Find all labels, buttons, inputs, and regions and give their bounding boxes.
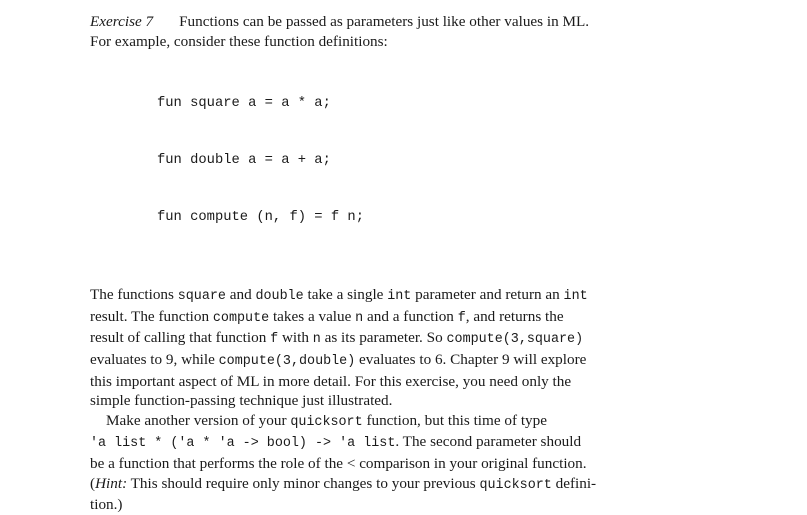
code-line-double: fun double a = a + a; [157,153,331,169]
text: result. The function [90,307,213,325]
exercise-intro-text: Functions can be passed as parameters just like other values in ML. [179,13,590,30]
text: parameter and return an [411,286,564,304]
code-line-compute: fun compute (n, f) = f n; [157,210,364,226]
paragraph-functions [90,285,710,411]
code-inline: compute(3,double) [218,353,356,369]
text: Make another version of your [106,411,291,429]
code-inline: quicksort [479,477,552,493]
text: and a function [363,307,458,325]
text: function, but this time of type [362,411,547,429]
text: evaluates to 6. Chapter 9 will explore [355,350,587,368]
code-inline: n [355,310,364,326]
text: evaluates to 9, while [90,350,219,368]
code-inline: 'a list * ('a * 'a -> bool) -> 'a list [90,436,396,452]
text: takes a value [269,307,356,325]
paragraph-line [90,474,710,496]
code-inline: int [563,289,588,305]
text: as its parameter. So [320,329,447,347]
code-inline: compute [212,310,270,326]
code-inline: square [177,289,226,305]
paragraph-line [90,285,710,307]
code-inline: n [312,332,321,348]
code-inline: f [457,310,466,326]
code-inline: quicksort [290,414,363,430]
hint-label: Hint: [95,474,128,492]
paragraph-line: simple function-passing technique just illustrated. [90,392,393,410]
text: with [278,329,313,347]
exercise-intro-line-2: For example, consider these function definitions: [90,32,388,50]
code-inline: double [255,289,304,305]
exercise-label: Exercise 7 [90,13,154,30]
paragraph-line [90,328,710,350]
text: defini- [551,474,597,492]
text: This should require only minor changes to your previous [127,474,480,492]
exercise-page [90,12,710,515]
text: and [225,286,256,304]
text: . The second parameter should [395,433,582,451]
paragraph-line [90,307,710,329]
paragraph-line [90,350,710,372]
text: The functions [90,286,178,304]
paragraph-line [90,411,710,433]
code-inline: compute(3,square) [446,332,584,348]
text: result of calling that function [90,329,271,347]
text: take a single [303,286,388,304]
exercise-heading-line [90,12,710,32]
code-block [157,56,710,265]
code-inline: f [270,332,279,348]
text: , and returns the [465,307,564,325]
paragraph-task [90,411,710,515]
text: ( [90,474,96,492]
code-inline: int [387,289,412,305]
paragraph-line [90,432,710,454]
code-line-square: fun square a = a * a; [157,96,331,112]
paragraph-line: this important aspect of ML in more detail. For this exercise, you need only the [90,372,572,390]
paragraph-line: tion.) [90,496,123,514]
paragraph-line: be a function that performs the role of the < comparison in your original function. [90,454,587,472]
